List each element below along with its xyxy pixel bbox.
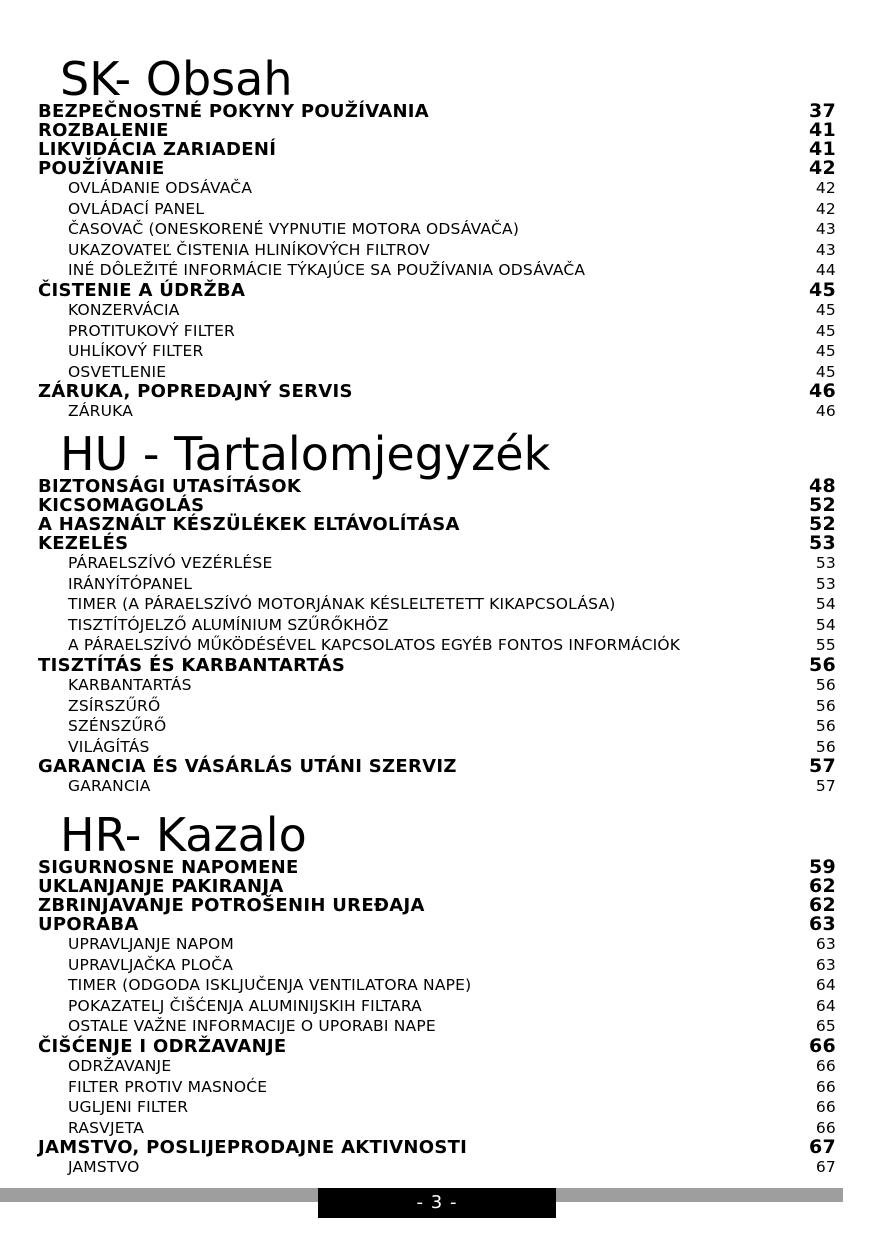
toc-entry — [38, 121, 836, 140]
toc-entry-label: JAMSTVO — [68, 1158, 140, 1177]
toc-entry-page: 66 — [815, 1056, 836, 1075]
toc-entry-label: OSTALE VAŽNE INFORMACIJE O UPORABI NAPE — [68, 1017, 436, 1036]
toc-entry — [38, 382, 836, 401]
toc-entry-label: GARANCIA — [68, 777, 151, 796]
toc-entry-page: 56 — [815, 737, 836, 756]
toc-entry-label: RASVJETA — [68, 1118, 145, 1137]
toc-entry-page: 63 — [808, 913, 836, 935]
toc-section-hu — [38, 427, 836, 797]
toc-entry-page: 66 — [815, 1118, 836, 1137]
toc-entry-page: 45 — [815, 342, 836, 361]
toc-entry — [38, 858, 836, 877]
toc-entry-page: 54 — [815, 615, 836, 634]
toc-entry — [38, 915, 836, 934]
toc-subentry — [38, 1118, 836, 1139]
toc-entry-page: 64 — [815, 976, 836, 995]
toc-entry-page: 43 — [815, 220, 836, 239]
toc-entry — [38, 1138, 836, 1157]
toc-subentry — [38, 219, 836, 240]
toc-entry-label: ODRŽAVANJE — [68, 1056, 172, 1075]
toc-entry-page: 67 — [815, 1158, 836, 1177]
toc-subentry — [38, 1077, 836, 1098]
toc-entry — [38, 140, 836, 159]
toc-entry-label: TIMER (A PÁRAELSZÍVÓ MOTORJÁNAK KÉSLELTETETT KIKAPCSOLÁSA) — [68, 595, 616, 614]
toc-entry-page: 43 — [815, 240, 836, 259]
toc-entry-label: A PÁRAELSZÍVÓ MŰKÖDÉSÉVEL KAPCSOLATOS EGYÉB FONTOS INFORMÁCIÓK — [68, 636, 681, 655]
toc-entry-label: ČIŠĆENJE I ODRŽAVANJE — [38, 1035, 287, 1057]
toc-subentry — [38, 996, 836, 1017]
toc-subentry — [38, 934, 836, 955]
toc-entry — [38, 515, 836, 534]
toc-entry-label: UPORABA — [38, 914, 139, 935]
toc-entry-label: POKAZATELJ ČIŠĆENJA ALUMINIJSKIH FILTARA — [68, 996, 422, 1015]
toc-subentry — [38, 1097, 836, 1118]
toc-subentry — [38, 321, 836, 342]
toc-entry-label: SIGURNOSNE NAPOMENE — [38, 857, 299, 878]
toc-subentry — [38, 240, 836, 261]
toc-entry-page: 64 — [815, 996, 836, 1015]
page-number: - 3 - — [318, 1188, 556, 1218]
toc-entry-label: ZÁRUKA — [68, 402, 134, 421]
toc-entry — [38, 757, 836, 776]
toc-entry — [38, 877, 836, 896]
toc-entry-page: 52 — [808, 513, 836, 535]
toc-entry-label: ZSÍRSZŰRŐ — [68, 696, 161, 715]
toc-entry-label: JAMSTVO, POSLIJEPRODAJNE AKTIVNOSTI — [38, 1137, 468, 1159]
toc-entry-label: INÉ DÔLEŽITÉ INFORMÁCIE TÝKAJÚCE SA POUŽÍVANIA ODSÁVAČA — [68, 261, 586, 280]
toc-entry-page: 41 — [808, 138, 836, 160]
toc-entry-page: 45 — [815, 321, 836, 340]
toc-entry-label: ZBRINJAVANJE POTROŠENIH UREĐAJA — [38, 895, 425, 916]
toc-entry-page: 42 — [815, 199, 836, 218]
toc-subentry — [38, 675, 836, 696]
toc-subentry — [38, 615, 836, 636]
toc-entry-page: 57 — [808, 755, 836, 778]
toc-subentry — [38, 401, 836, 422]
toc-entry-label: KARBANTARTÁS — [68, 675, 192, 694]
toc-entry — [38, 1034, 836, 1057]
toc-entry-page: 54 — [815, 595, 836, 614]
toc-entry-label: OVLÁDANIE ODSÁVAČA — [68, 179, 253, 197]
toc-entry-page: 53 — [815, 554, 836, 572]
toc-subentry — [38, 955, 836, 976]
toc-entry-label: UKLANJANJE PAKIRANJA — [38, 876, 284, 897]
toc-entry-page: 65 — [815, 1017, 836, 1036]
toc-subentry — [38, 737, 836, 758]
toc-entry-page: 46 — [815, 402, 836, 421]
toc-entry-page: 66 — [808, 1034, 836, 1057]
toc-entry-page: 56 — [815, 717, 836, 736]
toc-entry-page: 66 — [815, 1098, 836, 1117]
toc-entry — [38, 896, 836, 915]
toc-entry — [38, 159, 836, 178]
section-title: HR- Kazalo — [60, 808, 307, 862]
toc-entry-page: 53 — [808, 532, 836, 554]
toc-entry-label: UKAZOVATEĽ ČISTENIA HLINÍKOVÝCH FILTROV — [68, 240, 430, 259]
toc-entry-page: 45 — [815, 362, 836, 381]
toc-entry-label: UGLJENI FILTER — [68, 1098, 189, 1117]
toc-entry-label: FILTER PROTIV MASNOĆE — [68, 1077, 268, 1096]
section-title: HU - Tartalomjegyzék — [60, 427, 551, 481]
toc-entry-label: ROZBALENIE — [38, 120, 169, 141]
toc-subentry — [38, 178, 836, 199]
toc-subentry — [38, 199, 836, 220]
toc-subentry — [38, 1056, 836, 1077]
toc-entry-label: IRÁNYÍTÓPANEL — [68, 574, 193, 593]
toc-entry-page: 56 — [815, 696, 836, 715]
toc-subentry — [38, 594, 836, 615]
toc-entry-label: ČASOVAČ (ONESKORENÉ VYPNUTIE MOTORA ODSÁVAČA) — [68, 220, 520, 239]
toc-entry-label: LIKVIDÁCIA ZARIADENÍ — [38, 139, 277, 160]
toc-section-hr — [38, 808, 836, 1178]
toc-entry-page: 57 — [815, 777, 836, 796]
toc-entry-page: 48 — [808, 475, 836, 497]
toc-entry-page: 45 — [808, 278, 836, 301]
toc-entry-label: BIZTONSÁGI UTASÍTÁSOK — [38, 476, 302, 497]
toc-entry — [38, 653, 836, 676]
toc-entry-label: UHLÍKOVÝ FILTER — [68, 342, 204, 361]
toc-entry-label: KONZERVÁCIA — [68, 300, 180, 319]
toc-entry-label: BEZPEČNOSTNÉ POKYNY POUŽÍVANIA — [38, 101, 430, 122]
toc-entry-label: A HASZNÁLT KÉSZÜLÉKEK ELTÁVOLÍTÁSA — [38, 514, 460, 535]
toc-entry-label: PÁRAELSZÍVÓ VEZÉRLÉSE — [68, 554, 273, 572]
toc-entry-page: 41 — [808, 119, 836, 141]
toc-entry-page: 63 — [815, 935, 836, 953]
toc-entry — [38, 278, 836, 301]
toc-subentry — [38, 635, 836, 656]
toc-entry-label: POUŽÍVANIE — [38, 158, 165, 179]
toc-subentry — [38, 1016, 836, 1037]
toc-entry-label: TIMER (ODGODA ISKLJUČENJA VENTILATORA NAPE) — [68, 976, 472, 995]
toc-entry-label: PROTITUKOVÝ FILTER — [68, 321, 236, 340]
toc-entry-page: 52 — [808, 494, 836, 516]
toc-subentry — [38, 300, 836, 321]
toc-entry-page: 53 — [815, 574, 836, 593]
toc-entry-page: 63 — [815, 955, 836, 974]
toc-entry-label: UPRAVLJANJE NAPOM — [68, 935, 234, 953]
toc-entry-label: KEZELÉS — [38, 533, 129, 554]
toc-entry-label: TISZTÍTÁS ÉS KARBANTARTÁS — [38, 654, 346, 676]
toc-entry-page: 45 — [815, 300, 836, 319]
toc-entry-label: KICSOMAGOLÁS — [38, 495, 205, 516]
toc-entry-page: 67 — [808, 1136, 836, 1159]
toc-subentry — [38, 696, 836, 717]
toc-entry-page: 62 — [808, 875, 836, 897]
toc-entry — [38, 534, 836, 553]
toc-entry-page: 44 — [815, 261, 836, 280]
toc-entry-page: 59 — [808, 856, 836, 878]
toc-subentry — [38, 341, 836, 362]
toc-entry-label: OSVETLENIE — [68, 362, 167, 381]
toc-subentry — [38, 553, 836, 574]
toc-entry-page: 62 — [808, 894, 836, 916]
toc-entry-label: GARANCIA ÉS VÁSÁRLÁS UTÁNI SZERVIZ — [38, 756, 457, 778]
toc-entry-page: 42 — [815, 179, 836, 197]
toc-entry-page: 56 — [815, 675, 836, 694]
toc-entry-page: 42 — [808, 157, 836, 179]
toc-subentry — [38, 975, 836, 996]
toc-subentry — [38, 362, 836, 383]
toc-entry — [38, 102, 836, 121]
toc-subentry — [38, 716, 836, 737]
toc-entry-page: 55 — [815, 636, 836, 655]
toc-entry-label: ČISTENIE A ÚDRŽBA — [38, 279, 246, 301]
toc-entry-label: UPRAVLJAČKA PLOČA — [68, 955, 234, 974]
toc-entry — [38, 496, 836, 515]
toc-entry-page: 66 — [815, 1077, 836, 1096]
toc-subentry — [38, 776, 836, 797]
toc-entry-label: VILÁGÍTÁS — [68, 737, 150, 756]
toc-entry-label: TISZTÍTÓJELZŐ ALUMÍNIUM SZŰRŐKHÖZ — [68, 615, 389, 634]
toc-subentry — [38, 574, 836, 595]
toc-entry-label: ZÁRUKA, POPREDAJNÝ SERVIS — [38, 381, 353, 403]
toc-subentry — [38, 1157, 836, 1178]
toc-section-sk — [38, 52, 836, 422]
toc-entry-label: SZÉNSZŰRŐ — [68, 717, 167, 736]
toc-entry-page: 46 — [808, 380, 836, 403]
toc-entry-label: OVLÁDACÍ PANEL — [68, 199, 205, 218]
toc-entry-page: 37 — [808, 100, 836, 122]
toc-entry-page: 56 — [808, 653, 836, 676]
toc-subentry — [38, 260, 836, 281]
section-title: SK- Obsah — [60, 52, 293, 106]
